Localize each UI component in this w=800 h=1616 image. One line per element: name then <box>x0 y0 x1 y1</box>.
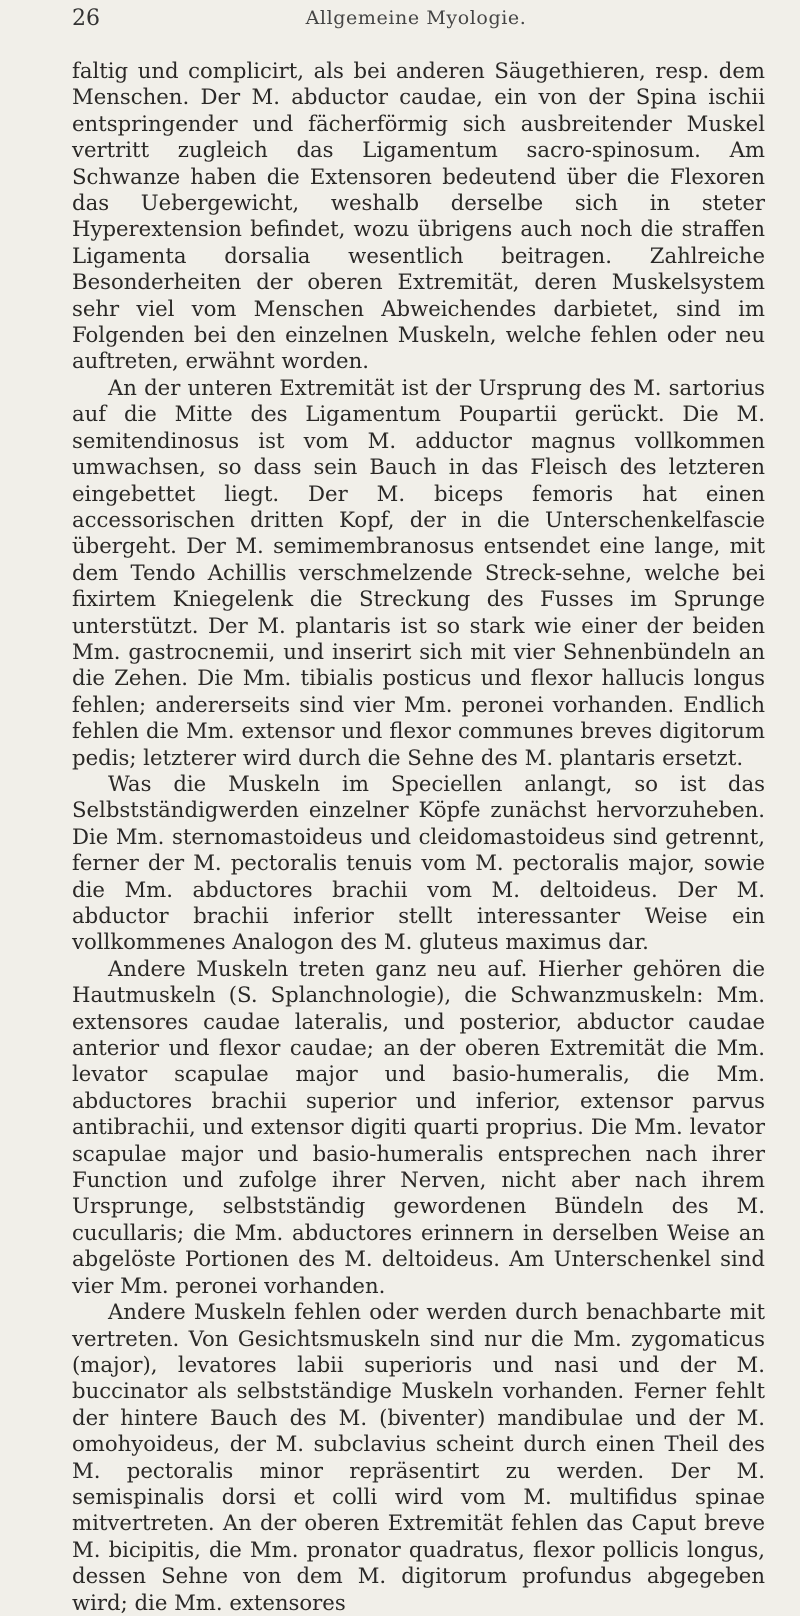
paragraph-missing-muscles: Andere Muskeln fehlen oder werden durch benachbarte mit vertreten. Von Gesichtsmuskeln sind nur die Mm. zygomaticus (major), levatores labii superioris und nasi und der M. buccinator als selbstständige Muskeln vorhanden. Ferner fehlt der hintere Bauch des M. (biventer) mandibulae und der M. omohyoideus, der M. subclavius scheint durch einen Theil des M. pectoralis minor repräsentirt zu werden. Der M. semispinalis dorsi et colli wird vom M. multifidus spinae mitvertreten. An der oberen Extremität fehlen das Caput breve M. bicipitis, die Mm. pronator quadratus, flexor pollicis longus, dessen Sehne von dem M. digitorum profundus abgegeben wird; die Mm. extensores <box>72 1299 765 1615</box>
body-text <box>72 58 765 1616</box>
running-head: Allgemeine Myologie. <box>305 7 527 29</box>
paragraph-lower-extremity: An der unteren Extremität ist der Ursprung des M. sartorius auf die Mitte des Ligamentum Poupartii gerückt. Die M. semitendinosus ist vom M. adductor magnus vollkommen umwachsen, so dass sein Bauch in das Fleisch des letzteren eingebettet liegt. Der M. biceps femoris hat einen accessorischen dritten Kopf, der in die Unterschenkelfascie übergeht. Der M. semimembranosus entsendet eine lange, mit dem Tendo Achillis verschmelzende Streck-sehne, welche bei fixirtem Kniegelenk die Streckung des Fusses im Sprunge unterstützt. Der M. plantaris ist so stark wie einer der beiden Mm. gastrocnemii, und inserirt sich mit vier Sehnenbündeln an die Zehen. Die Mm. tibialis posticus und flexor hallucis longus fehlen; andererseits sind vier Mm. peronei vorhanden. Endlich fehlen die Mm. extensor und flexor communes breves digitorum pedis; letzterer wird durch die Sehne des M. plantaris ersetzt. <box>72 374 765 770</box>
paragraph-new-muscles: Andere Muskeln treten ganz neu auf. Hierher gehören die Hautmuskeln (S. Splanchnologie), die Schwanzmuskeln: Mm. extensores caudae lateralis, und posterior, abductor caudae anterior und flexor caudae; an der oberen Extremität die Mm. levator scapulae major und basio-humeralis, die Mm. abductores brachii superior und inferior, extensor parvus antibrachii, und extensor digiti quarti proprius. Die Mm. levator scapulae major und basio-humeralis entsprechen nach ihrer Function und zufolge ihrer Nerven, nicht aber nach ihrem Ursprunge, selbstständig gewordenen Bündeln des M. cucullaris; die Mm. abductores erinnern in derselben Weise an abgelöste Portionen des M. deltoideus. Am Unterschenkel sind vier Mm. peronei vorhanden. <box>72 955 765 1298</box>
paragraph-independent-heads: Was die Muskeln im Speciellen anlangt, so ist das Selbstständigwerden einzelner Köpfe zunächst hervorzuheben. Die Mm. sternomastoideus und cleidomastoideus sind getrennt, ferner der M. pectoralis tenuis vom M. pectoralis major, sowie die Mm. abductores brachii vom M. deltoideus. Der M. abductor brachii inferior stellt interessanter Weise ein vollkommenes Analogon des M. gluteus maximus dar. <box>72 770 765 955</box>
page-number: 26 <box>72 6 100 31</box>
paragraph-continued: faltig und complicirt, als bei anderen Säugethieren, resp. dem Menschen. Der M. abductor caudae, ein von der Spina ischii entspringender und fächerförmig sich ausbreitender Muskel vertritt zugleich das Ligamentum sacro-spinosum. Am Schwanze haben die Extensoren bedeutend über die Flexoren das Uebergewicht, weshalb derselbe sich in steter Hyperextension befindet, wozu übrigens auch noch die straffen Ligamenta dorsalia wesentlich beitragen. Zahlreiche Besonderheiten der oberen Extremität, deren Muskelsystem sehr viel vom Menschen Abweichendes darbietet, sind im Folgenden bei den einzelnen Muskeln, welche fehlen oder neu auftreten, erwähnt worden. <box>72 58 765 374</box>
page-header <box>72 6 760 40</box>
